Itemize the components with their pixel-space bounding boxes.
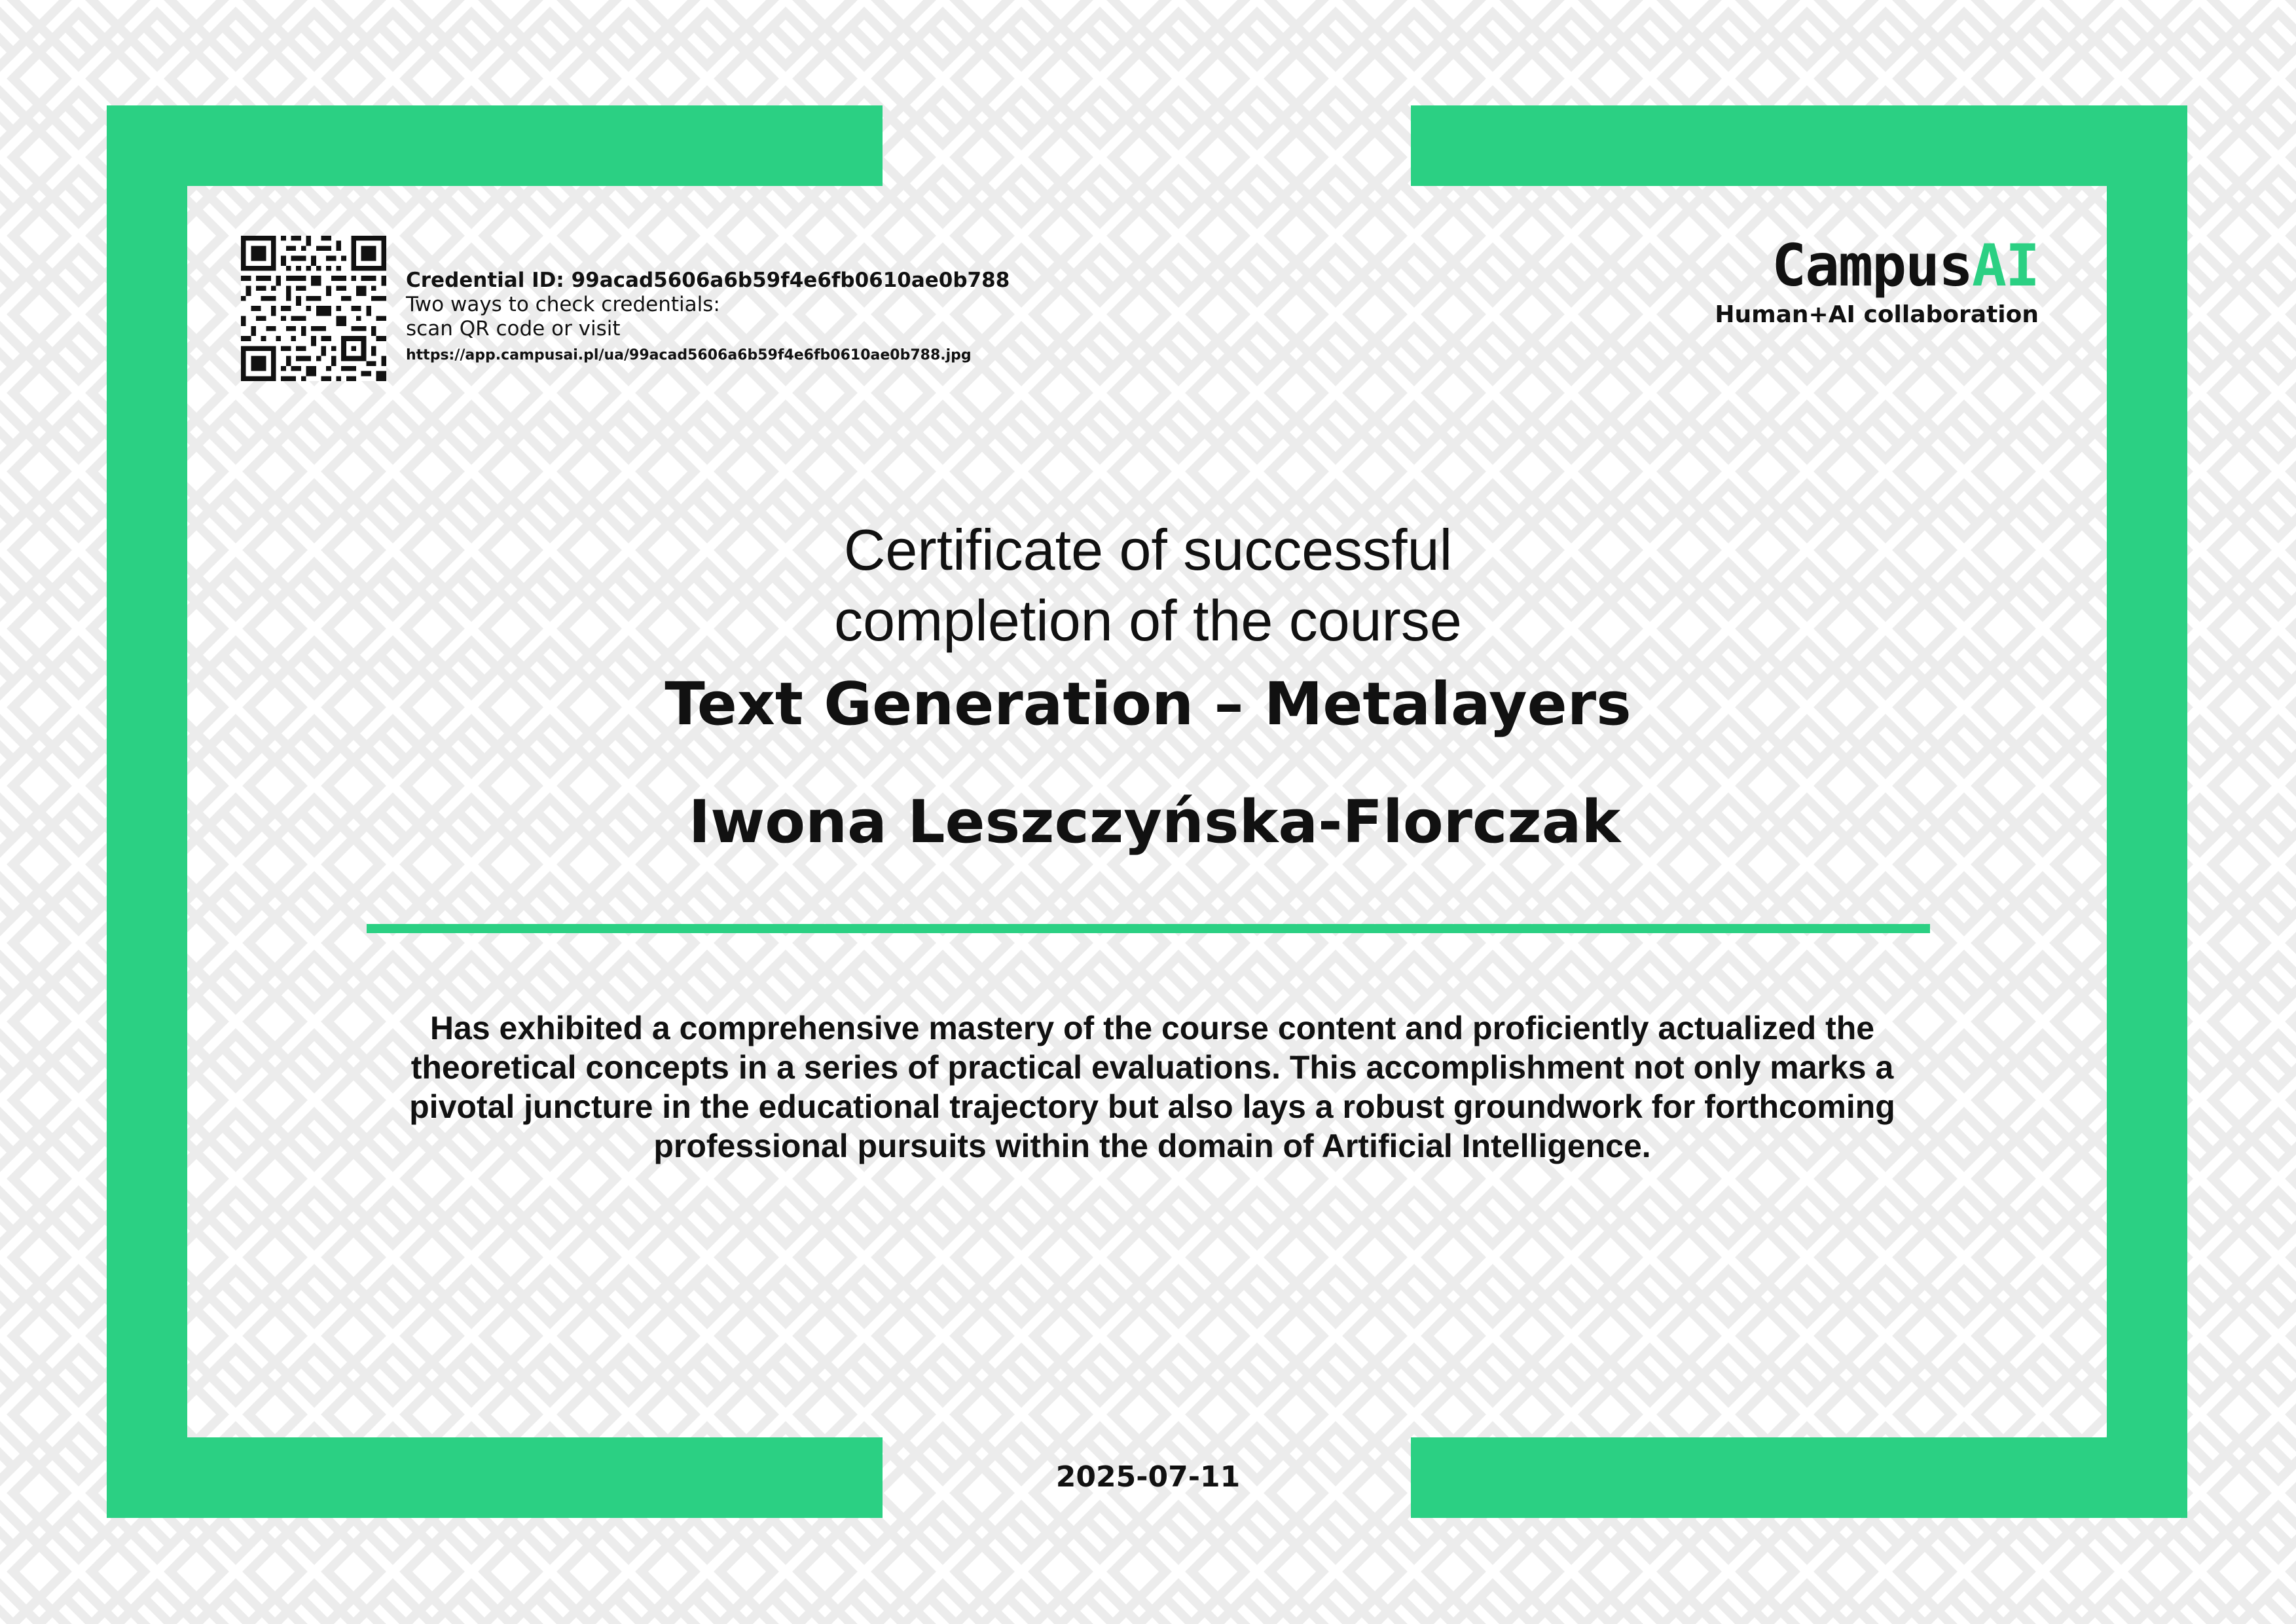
credential-check-line-1: Two ways to check credentials: bbox=[406, 293, 720, 317]
credential-url-link[interactable]: https://app.campusai.pl/ua/99acad5606a6b59f4e6fb0610ae0b788.jpg bbox=[406, 346, 972, 363]
credential-id-value: 99acad5606a6b59f4e6fb0610ae0b788 bbox=[571, 268, 1010, 292]
credential-id bbox=[406, 268, 1010, 293]
certificate-description: Has exhibited a comprehensive mastery of the course content and proficiently actualized the theoretical concepts in a series of practical evaluations. This accomplishment not only marks a pivotal juncture in the educational trajectory but also lays a robust groundwork for forthcoming professional pursuits within the domain of Artificial Intelligence. bbox=[409, 1010, 1895, 1164]
issue-date: 2025-07-11 bbox=[1055, 1460, 1241, 1494]
certificate-title-line-1: Certificate of successful bbox=[843, 517, 1453, 582]
certificate-title-block bbox=[0, 515, 2296, 750]
frame-top-right bbox=[1411, 105, 2187, 186]
certificate-title-line-2: completion of the course bbox=[834, 588, 1462, 653]
brand-tagline: Human+AI collaboration bbox=[1715, 301, 2039, 328]
course-name: Text Generation – Metalayers bbox=[665, 670, 1631, 739]
recipient-name: Iwona Leszczyńska-Florczak bbox=[688, 788, 1621, 857]
frame-top-left bbox=[107, 105, 883, 186]
credential-id-label: Credential ID: bbox=[406, 268, 564, 292]
green-divider bbox=[367, 924, 1930, 933]
brand-name-accent: AI bbox=[1972, 232, 2039, 299]
brand-logo-block bbox=[1715, 232, 2039, 328]
credential-check-line-2: scan QR code or visit bbox=[406, 317, 621, 341]
credential-info bbox=[406, 268, 1010, 364]
campusai-logo bbox=[1715, 232, 2039, 299]
qr-code-icon[interactable] bbox=[241, 236, 386, 381]
brand-name-main: Campus bbox=[1772, 232, 1973, 299]
